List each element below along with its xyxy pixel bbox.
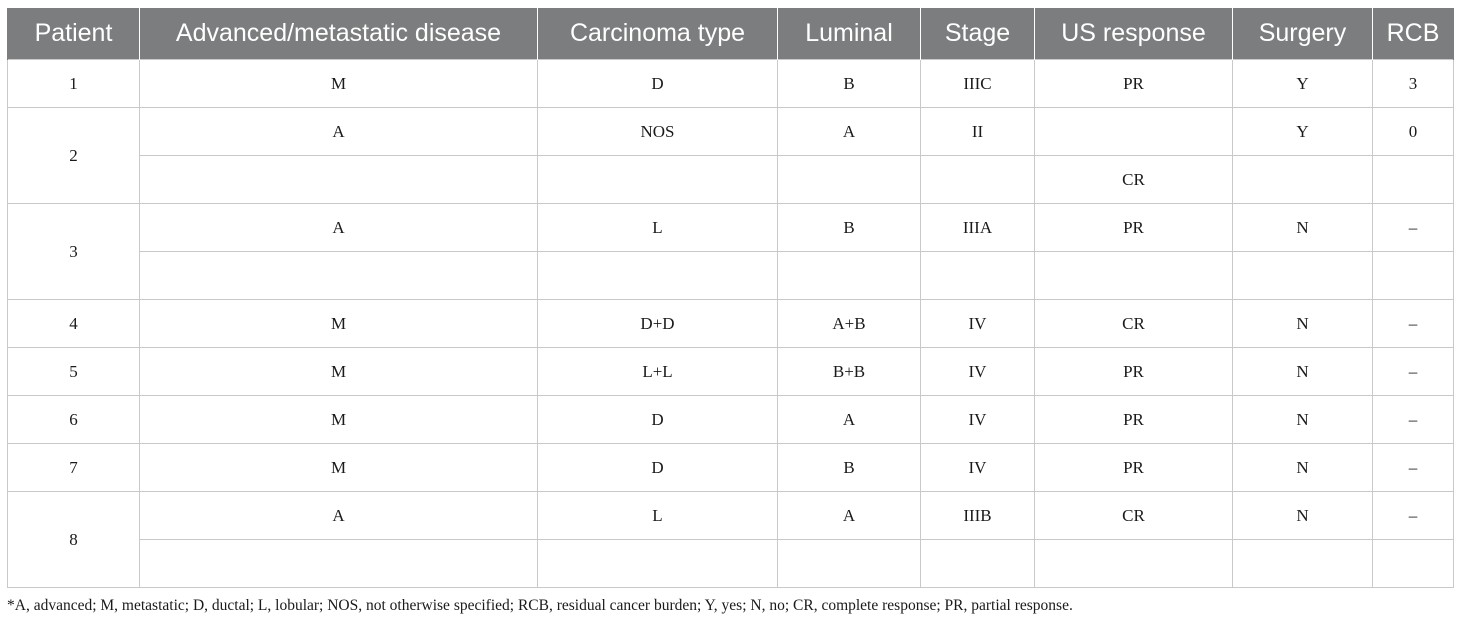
cell-stage: II — [921, 108, 1035, 156]
cell-rcb: 0 — [1373, 108, 1454, 156]
cell-luminal — [778, 156, 921, 204]
cell-luminal: B — [778, 204, 921, 252]
header-patient: Patient — [8, 8, 140, 60]
cell-luminal: A — [778, 396, 921, 444]
header-row — [8, 8, 1454, 60]
patient-table — [7, 8, 1454, 588]
cell-surgery — [1233, 252, 1373, 300]
cell-stage: IV — [921, 348, 1035, 396]
cell-disease: A — [140, 108, 538, 156]
cell-luminal — [778, 252, 921, 300]
cell-patient: 7 — [8, 444, 140, 492]
cell-us-response: CR — [1035, 156, 1233, 204]
cell-disease: A — [140, 204, 538, 252]
table-row — [8, 492, 1454, 540]
cell-luminal: A — [778, 492, 921, 540]
table-row — [8, 252, 1454, 300]
header-stage: Stage — [921, 8, 1035, 60]
cell-patient: 3 — [8, 204, 140, 300]
table-row — [8, 396, 1454, 444]
cell-disease: A — [140, 492, 538, 540]
cell-patient: 1 — [8, 60, 140, 108]
cell-carcinoma: D+D — [538, 300, 778, 348]
cell-luminal: A+B — [778, 300, 921, 348]
cell-us-response — [1035, 108, 1233, 156]
cell-rcb: 3 — [1373, 60, 1454, 108]
cell-carcinoma: D — [538, 444, 778, 492]
cell-us-response — [1035, 252, 1233, 300]
cell-us-response: PR — [1035, 60, 1233, 108]
cell-rcb: – — [1373, 204, 1454, 252]
cell-disease: M — [140, 396, 538, 444]
cell-patient: 4 — [8, 300, 140, 348]
cell-luminal — [778, 540, 921, 588]
cell-rcb — [1373, 156, 1454, 204]
cell-carcinoma — [538, 540, 778, 588]
cell-surgery: Y — [1233, 108, 1373, 156]
cell-rcb: – — [1373, 444, 1454, 492]
cell-disease — [140, 252, 538, 300]
cell-patient: 5 — [8, 348, 140, 396]
header-us-response: US response — [1035, 8, 1233, 60]
table-row — [8, 300, 1454, 348]
cell-stage: IIIC — [921, 60, 1035, 108]
cell-stage: IIIB — [921, 492, 1035, 540]
cell-rcb — [1373, 252, 1454, 300]
cell-carcinoma: D — [538, 60, 778, 108]
header-surgery: Surgery — [1233, 8, 1373, 60]
table-row — [8, 156, 1454, 204]
cell-rcb: – — [1373, 492, 1454, 540]
cell-surgery — [1233, 156, 1373, 204]
cell-disease: M — [140, 348, 538, 396]
table-container — [7, 8, 1453, 588]
table-row — [8, 204, 1454, 252]
cell-patient: 6 — [8, 396, 140, 444]
cell-surgery: N — [1233, 204, 1373, 252]
cell-carcinoma: L — [538, 492, 778, 540]
cell-us-response: PR — [1035, 444, 1233, 492]
cell-us-response: PR — [1035, 204, 1233, 252]
cell-patient: 8 — [8, 492, 140, 588]
cell-carcinoma — [538, 252, 778, 300]
cell-luminal: A — [778, 108, 921, 156]
table-row — [8, 348, 1454, 396]
cell-stage — [921, 156, 1035, 204]
cell-stage: IV — [921, 300, 1035, 348]
cell-carcinoma: D — [538, 396, 778, 444]
cell-carcinoma — [538, 156, 778, 204]
cell-disease: M — [140, 300, 538, 348]
table-footnote: *A, advanced; M, metastatic; D, ductal; L, lobular; NOS, not otherwise specified; RCB, residual cancer burden; Y, yes; N, no; CR, complete response; PR, partial response. — [7, 597, 1073, 614]
cell-surgery — [1233, 540, 1373, 588]
header-disease: Advanced/metastatic disease — [140, 8, 538, 60]
table-row — [8, 540, 1454, 588]
cell-surgery: N — [1233, 444, 1373, 492]
header-luminal: Luminal — [778, 8, 921, 60]
cell-disease: M — [140, 60, 538, 108]
cell-rcb: – — [1373, 348, 1454, 396]
cell-stage: IV — [921, 396, 1035, 444]
cell-carcinoma: NOS — [538, 108, 778, 156]
header-rcb: RCB — [1373, 8, 1454, 60]
cell-surgery: Y — [1233, 60, 1373, 108]
cell-disease — [140, 540, 538, 588]
cell-us-response: CR — [1035, 492, 1233, 540]
cell-stage: IV — [921, 444, 1035, 492]
cell-surgery: N — [1233, 396, 1373, 444]
cell-luminal: B — [778, 444, 921, 492]
cell-us-response: CR — [1035, 300, 1233, 348]
cell-surgery: N — [1233, 300, 1373, 348]
cell-rcb: – — [1373, 300, 1454, 348]
cell-us-response: PR — [1035, 348, 1233, 396]
cell-stage — [921, 540, 1035, 588]
cell-surgery: N — [1233, 348, 1373, 396]
cell-carcinoma: L+L — [538, 348, 778, 396]
cell-us-response — [1035, 540, 1233, 588]
cell-stage: IIIA — [921, 204, 1035, 252]
table-row — [8, 108, 1454, 156]
table-row — [8, 444, 1454, 492]
table-row — [8, 60, 1454, 108]
cell-carcinoma: L — [538, 204, 778, 252]
cell-patient: 2 — [8, 108, 140, 204]
cell-us-response: PR — [1035, 396, 1233, 444]
header-carcinoma-type: Carcinoma type — [538, 8, 778, 60]
cell-rcb: – — [1373, 396, 1454, 444]
cell-disease — [140, 156, 538, 204]
cell-surgery: N — [1233, 492, 1373, 540]
cell-disease: M — [140, 444, 538, 492]
cell-stage — [921, 252, 1035, 300]
cell-luminal: B — [778, 60, 921, 108]
cell-luminal: B+B — [778, 348, 921, 396]
cell-rcb — [1373, 540, 1454, 588]
